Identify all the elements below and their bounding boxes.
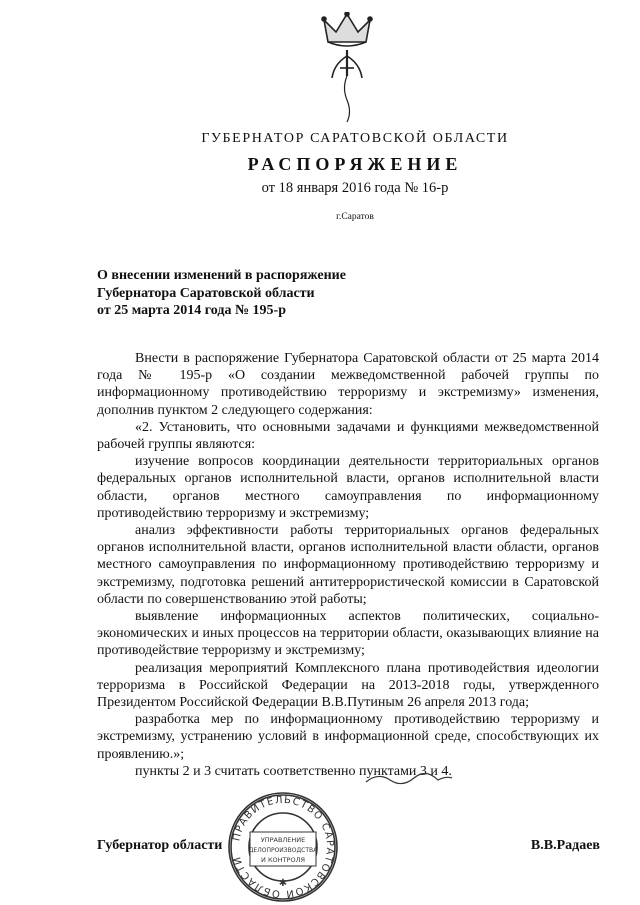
stamp-inner-text: УПРАВЛЕНИЕ [260,836,306,844]
document-body [97,350,599,780]
body-paragraph: Внести в распоряжение Губернатора Саратовской области от 25 марта 2014 года № 195-р «О создании межведомственной рабочей группы по информационному противодействию терроризму и экстремизму» изменения, дополнив пунктом 2 следующего содержания: [97,351,599,418]
document-subject [97,267,457,320]
handwritten-correction-mark [364,768,454,790]
body-paragraph: «2. Установить, что основными задачами и функциями межведомственной рабочей группы являются: [97,419,599,453]
issuer-title: ГУБЕРНАТОР САРАТОВСКОЙ ОБЛАСТИ [201,131,509,146]
body-paragraph: пункты 2 и 3 считать соответственно пунктами 3 и 4. [135,763,452,779]
body-paragraph: реализация мероприятий Комплексного плана противодействия идеологии терроризма в Российской Федерации на 2013-2018 годы, утвержденного Президентом Российской Федерации В.В.Путиным 26 апреля 2013 года; [97,660,599,711]
subject-line: О внесении изменений в распоряжение [97,268,346,283]
document-place: г.Саратов [336,212,374,222]
body-paragraph: выявление информационных аспектов политических, социально-экономических и иных процессов на территории области, оказывающих влияние на противодействие терроризму и экстремизму; [97,609,599,659]
subject-line: Губернатора Саратовской области [97,285,315,301]
signer-title: Губернатор области [97,838,223,853]
official-stamp [226,790,340,904]
body-paragraph: изучение вопросов координации деятельности территориальных органов федеральных органов исполнительной власти, органов исполнительной власти области, органов местного самоуправления по информационному противодействию терроризму и экстремизму; [97,454,599,521]
stamp-outer-text: ПРАВИТЕЛЬСТВО САРАТОВСКОЙ ОБЛАСТИ [231,794,336,900]
stamp-inner-text: И КОНТРОЛЯ [261,856,305,864]
signer-name: В.В.Радаев [530,838,600,853]
body-paragraph: анализ эффективности работы территориальных органов федеральных органов исполнительной власти, органов исполнительной власти области, органов местного самоуправления по информационному противодействию терроризму и экстремизму, подготовка решений антитеррористической комиссии в Саратовской области по совершенствованию этой работы; [97,523,599,607]
stamp-inner-text: ДЕЛОПРОИЗВОДСТВА [248,847,318,854]
stamp-star-icon: ✱ [278,878,288,889]
subject-line: от 25 марта 2014 года № 195-р [97,303,286,318]
document-type: РАСПОРЯЖЕНИЕ [247,154,463,174]
crown-emblem-icon [314,12,380,124]
body-paragraph: разработка мер по информационному противодействию терроризму и экстремизму, устранению условий в информационной среде, способствующих их проявлению.»; [97,712,599,762]
document-date-number: от 18 января 2016 года № 16-р [261,180,449,196]
